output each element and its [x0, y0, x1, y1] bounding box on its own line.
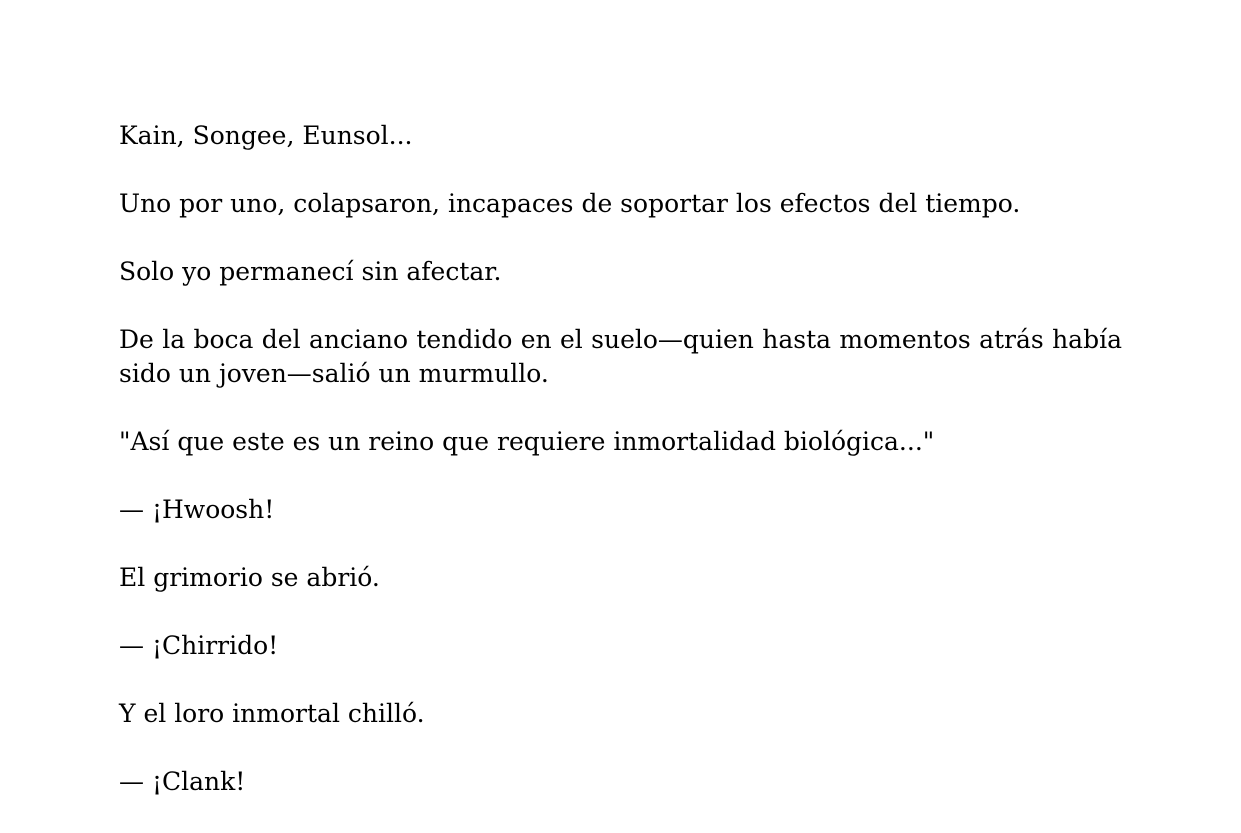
- paragraph-3: Solo yo permanecí sin afectar.: [119, 257, 502, 286]
- paragraph-7: El grimorio se abrió.: [119, 563, 380, 592]
- paragraph-1: Kain, Songee, Eunsol...: [119, 121, 413, 150]
- paragraph-9: Y el loro inmortal chilló.: [119, 699, 425, 728]
- paragraph-4: De la boca del anciano tendido en el suelo—quien hasta momentos atrás había sido un joven—salió un murmullo.: [119, 325, 1122, 388]
- paragraph-6: — ¡Hwoosh!: [119, 495, 275, 524]
- paragraph-2: Uno por uno, colapsaron, incapaces de soportar los efectos del tiempo.: [119, 189, 1021, 218]
- paragraph-5: "Así que este es un reino que requiere inmortalidad biológica...": [119, 427, 935, 456]
- paragraph-10: — ¡Clank!: [119, 767, 246, 796]
- document-body: [119, 119, 1122, 833]
- paragraph-8: — ¡Chirrido!: [119, 631, 279, 660]
